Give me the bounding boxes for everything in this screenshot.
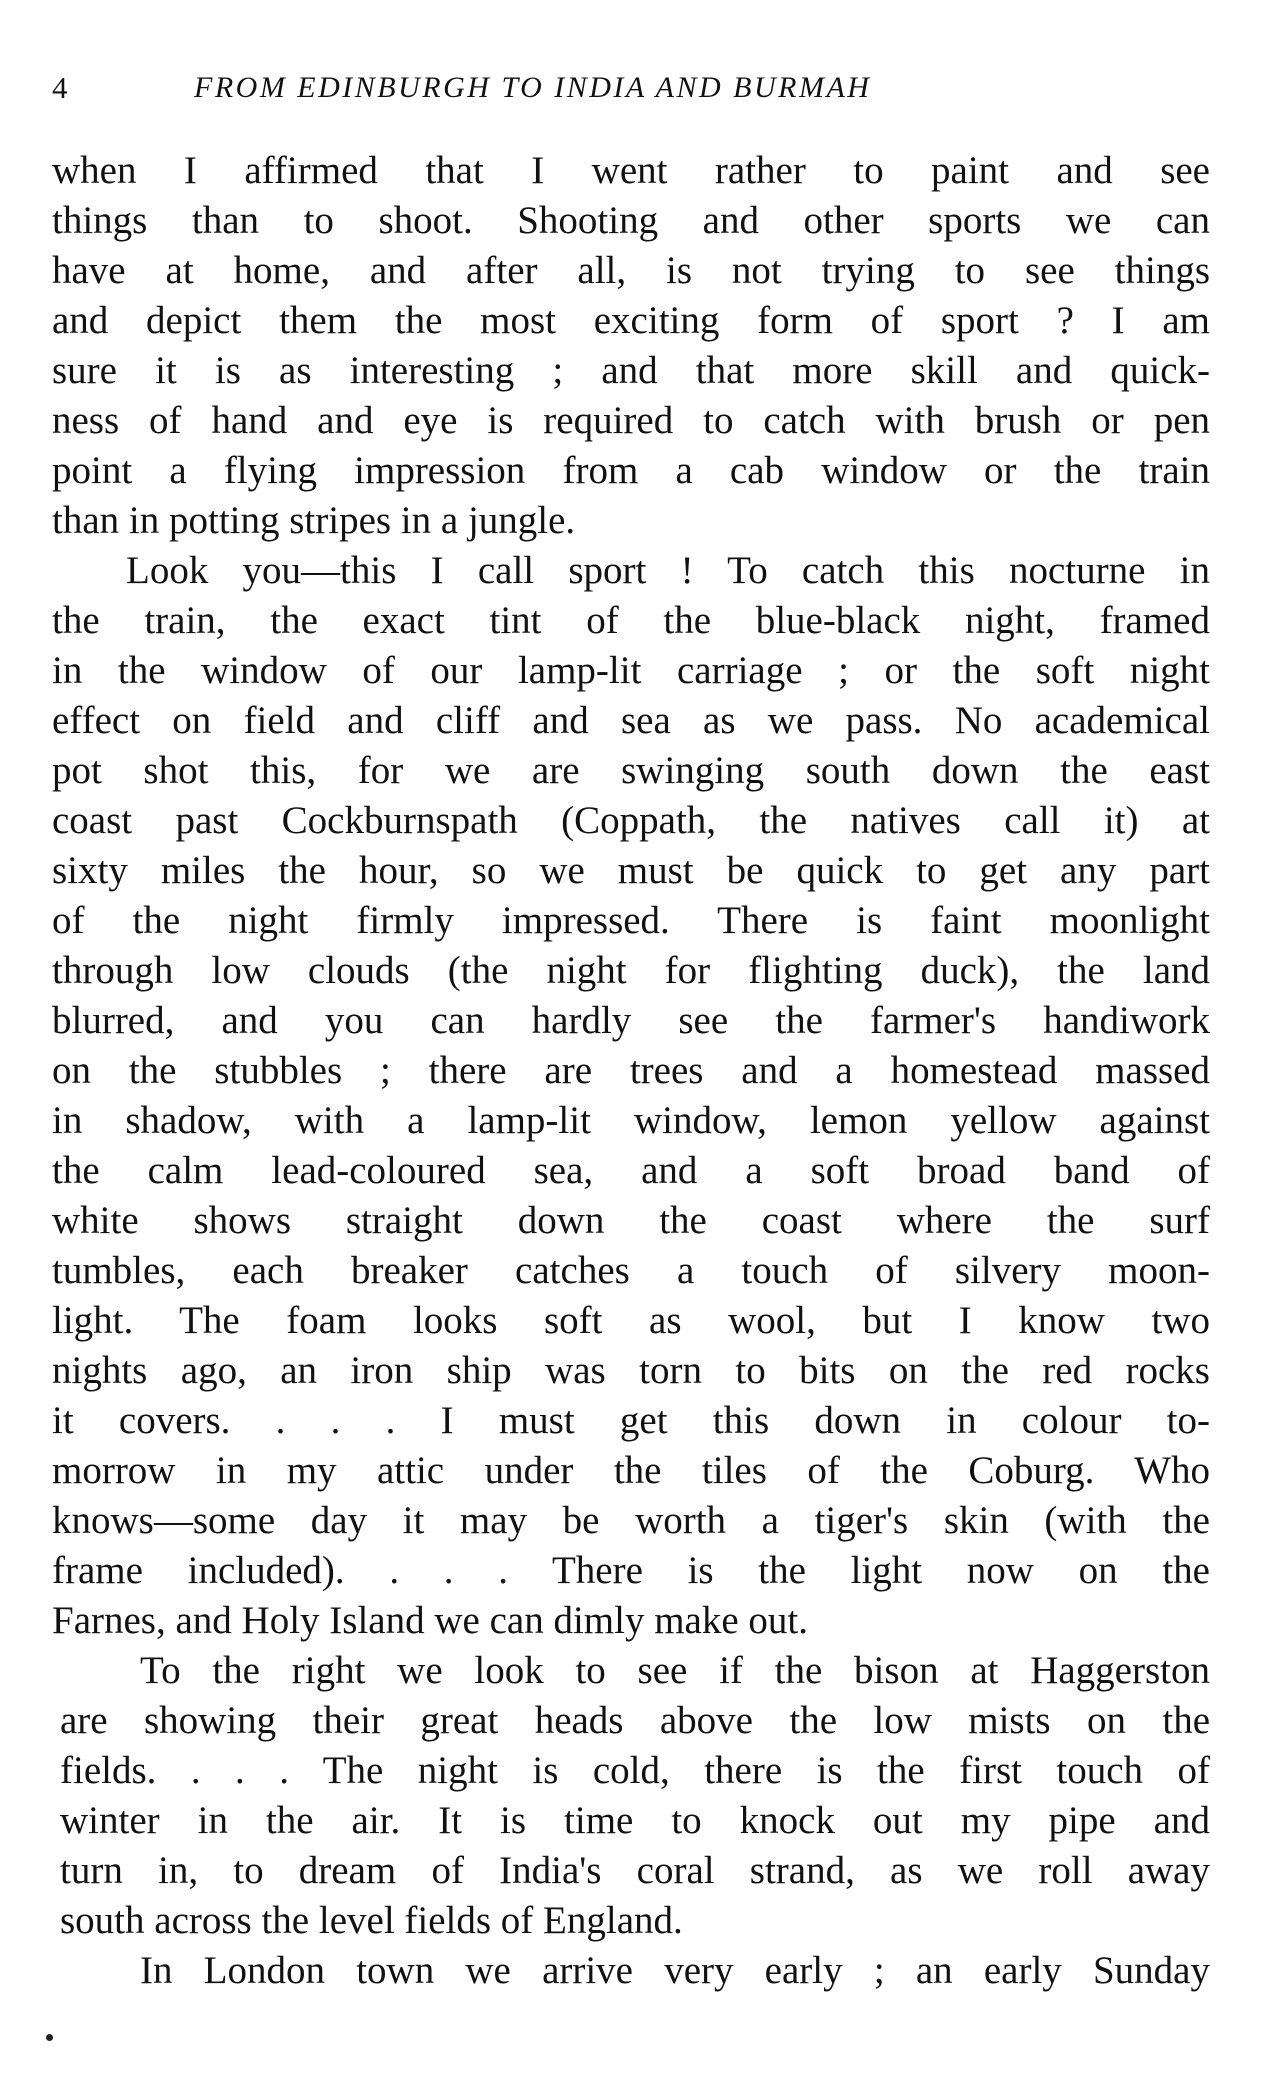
text-line: things than to shoot. Shooting and other sports we can [52, 199, 1210, 242]
text-line: it covers. . . . I must get this down in colour to- [52, 1399, 1210, 1442]
text-line: point a flying impression from a cab window or the train [52, 449, 1210, 492]
text-line: Farnes, and Holy Island we can dimly make out. [52, 1599, 808, 1642]
text-line: sixty miles the hour, so we must be quick to get any part [52, 849, 1210, 892]
page-header [52, 66, 1202, 110]
text-line: To the right we look to see if the bison at Haggerston [140, 1649, 1210, 1692]
running-title: FROM EDINBURGH TO INDIA AND BURMAH [194, 71, 872, 104]
text-line: fields. . . . The night is cold, there is the first touch of [60, 1749, 1210, 1792]
page-number: 4 [52, 70, 68, 105]
text-line: ness of hand and eye is required to catch with brush or pen [52, 399, 1210, 442]
paragraph [52, 146, 1210, 546]
paragraph [52, 1646, 1210, 1946]
paragraph [52, 546, 1210, 1646]
text-line: sure it is as interesting ; and that more skill and quick- [52, 349, 1210, 392]
text-line: white shows straight down the coast where the surf [52, 1199, 1210, 1242]
text-line: in the window of our lamp-lit carriage ; or the soft night [52, 649, 1210, 692]
text-line: light. The foam looks soft as wool, but I know two [52, 1299, 1210, 1342]
text-line: in shadow, with a lamp-lit window, lemon yellow against [52, 1099, 1210, 1142]
text-line: nights ago, an iron ship was torn to bits on the red rocks [52, 1349, 1210, 1392]
ink-speck [46, 2034, 53, 2041]
text-line: knows—some day it may be worth a tiger's skin (with the [52, 1499, 1210, 1542]
text-line: of the night firmly impressed. There is faint moonlight [52, 899, 1210, 942]
text-line: through low clouds (the night for flighting duck), the land [52, 949, 1210, 992]
text-line: are showing their great heads above the low mists on the [60, 1699, 1210, 1742]
text-line: the train, the exact tint of the blue-black night, framed [52, 599, 1210, 642]
paragraph [52, 1946, 1210, 1996]
text-line: south across the level fields of England. [60, 1899, 683, 1942]
text-line: In London town we arrive very early ; an early Sunday [140, 1949, 1210, 1992]
text-line: on the stubbles ; there are trees and a homestead massed [52, 1049, 1210, 1092]
text-line: frame included). . . . There is the light now on the [52, 1549, 1210, 1592]
text-line: than in potting stripes in a jungle. [52, 499, 576, 542]
text-line: coast past Cockburnspath (Coppath, the natives call it) at [52, 799, 1210, 842]
text-line: blurred, and you can hardly see the farmer's handiwork [52, 999, 1210, 1042]
text-line: pot shot this, for we are swinging south down the east [52, 749, 1210, 792]
text-line: morrow in my attic under the tiles of the Coburg. Who [52, 1449, 1210, 1492]
text-line: the calm lead-coloured sea, and a soft broad band of [52, 1149, 1210, 1192]
text-line: and depict them the most exciting form of sport ? I am [52, 299, 1210, 342]
text-line: when I affirmed that I went rather to paint and see [52, 149, 1210, 192]
text-line: Look you—this I call sport ! To catch this nocturne in [126, 549, 1210, 592]
text-line: turn in, to dream of India's coral strand, as we roll away [60, 1849, 1210, 1892]
body-text [52, 146, 1210, 1996]
text-line: effect on field and cliff and sea as we pass. No academical [52, 699, 1210, 742]
text-line: tumbles, each breaker catches a touch of silvery moon- [52, 1249, 1210, 1292]
text-line: winter in the air. It is time to knock out my pipe and [60, 1799, 1210, 1842]
text-line: have at home, and after all, is not trying to see things [52, 249, 1210, 292]
